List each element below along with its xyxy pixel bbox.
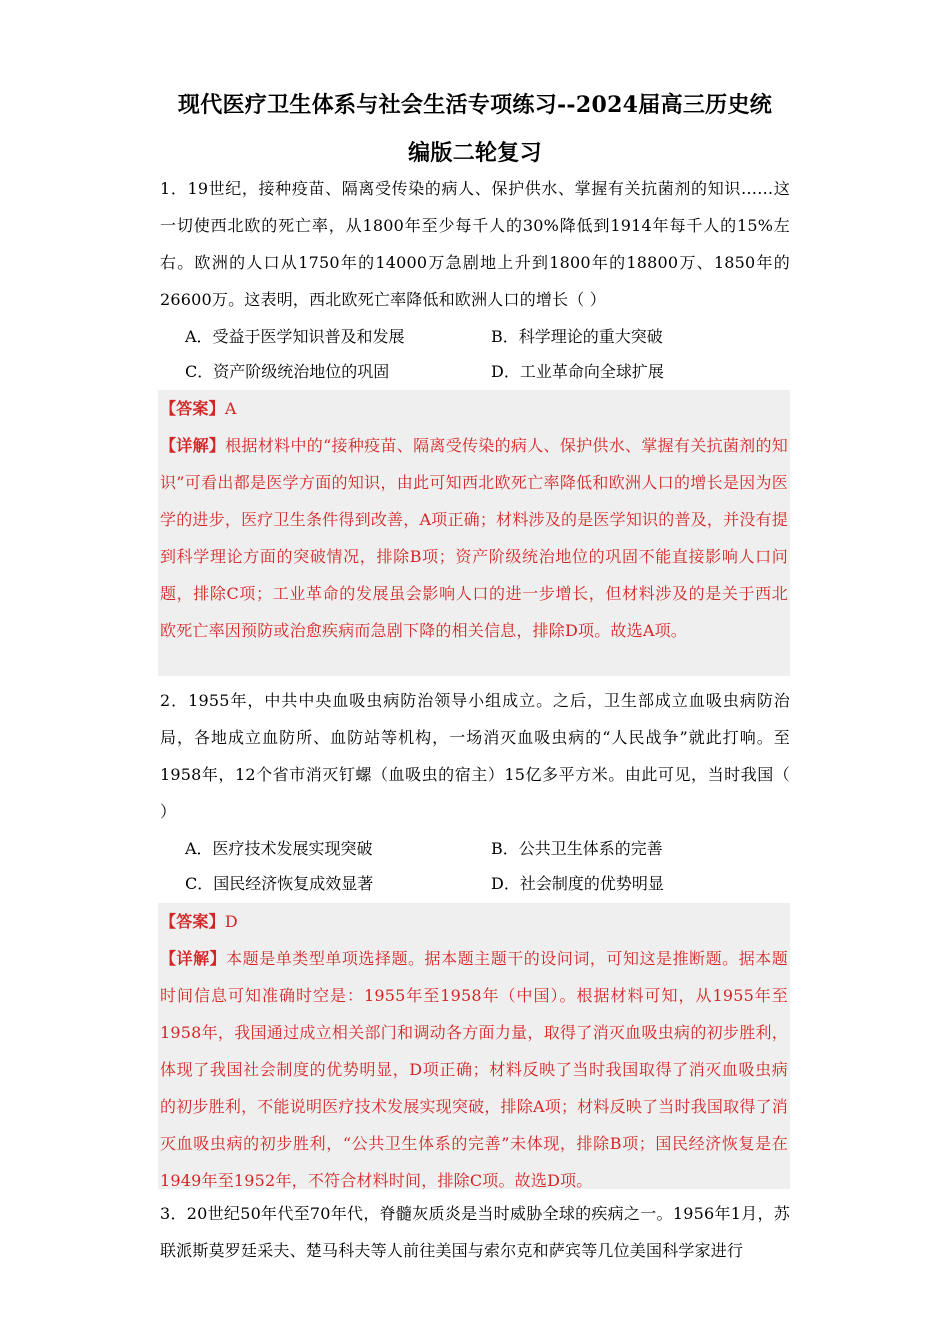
question-2-detail: 本题是单类型单项选择题。据本题主题干的设问词，可知这是推断题。据本题时间信息可知准确时空是：1955年至1958年（中国）。根据材料可知，从1955年至1958年，我国通过成立相关部门和调动各方面力量，取得了消灭血吸虫病的初步胜利，体现了我国社会制度的优势明显，D项正确；材料反映了当时我国取得了消灭血吸虫病的初步胜利，不能说明医疗技术发展实现突破，排除A项；材料反映了当时我国取得了消灭血吸虫病的初步胜利，“公共卫生体系的完善”未体现，排除B项；国民经济恢复是在1949年至1952年，不符合材料时间，排除C项。故选D项。: [160, 949, 788, 1190]
question-1-detail: 根据材料中的“接种疫苗、隔离受传染的病人、保护供水、掌握有关抗菌剂的知识”可看出都是医学方面的知识，由此可知西北欧死亡率降低和欧洲人口的增长是因为医学的进步，医疗卫生条件得到改善，A项正确；材料涉及的是医学知识的普及，并没有提到科学理论方面的突破情况，排除B项；资产阶级统治地位的巩固不能直接影响人口问题，排除C项；工业革命的发展虽会影响人口的进一步增长，但材料涉及的是关于西北欧死亡率因预防或治愈疾病而急剧下降的相关信息，排除D项。故选A项。: [160, 436, 788, 640]
question-2-option-a: A．医疗技术发展实现突破: [185, 839, 373, 858]
question-2-options: [185, 831, 785, 901]
question-2-option-c: C．国民经济恢复成效显著: [185, 874, 374, 893]
question-1-stem: 1．19世纪，接种疫苗、隔离受传染的病人、保护供水、掌握有关抗菌剂的知识……这一切使西北欧的死亡率，从1800年至少每千人的30%降低到1914年每千人的15%左右。欧洲的人口从1750年的14000万急剧地上升到1800年的18800万、1850年的26600万。这表明，西北欧死亡率降低和欧洲人口的增长（ ）: [160, 179, 790, 309]
question-1-option-b: B．科学理论的重大突破: [491, 327, 663, 346]
question-2-answer-box: [158, 903, 790, 1189]
answer-label: 【答案】: [160, 912, 225, 931]
question-2-option-d: D．社会制度的优势明显: [491, 874, 664, 893]
question-2-detail-line: [160, 940, 788, 1199]
detail-label: 【详解】: [160, 436, 226, 455]
detail-label: 【详解】: [160, 949, 227, 968]
question-2-stem: 2．1955年，中共中央血吸虫病防治领导小组成立。之后，卫生部成立血吸虫病防治局，各地成立血防所、血防站等机构，一场消灭血吸虫病的“人民战争”就此打响。至1958年，12个省市消灭钉螺（血吸虫的宿主）15亿多平方米。由此可见，当时我国（ ）: [160, 691, 790, 821]
question-2-answer-line: [160, 903, 788, 940]
question-1-detail-line: [160, 427, 788, 649]
question-1-option-a: A．受益于医学知识普及和发展: [185, 327, 405, 346]
question-1-option-c: C．资产阶级统治地位的巩固: [185, 362, 390, 381]
question-1-option-d: D．工业革命向全球扩展: [491, 362, 664, 381]
question-1-answer-line: [160, 390, 788, 427]
document-title-line1: 现代医疗卫生体系与社会生活专项练习--2024届高三历史统: [177, 92, 773, 118]
answer-label: 【答案】: [160, 399, 225, 418]
question-2-option-b: B．公共卫生体系的完善: [491, 839, 663, 858]
question-3-stem: 3．20世纪50年代至70年代，脊髓灰质炎是当时威胁全球的疾病之一。1956年1月，苏联派斯莫罗廷采夫、楚马科夫等人前往美国与索尔克和萨宾等几位美国科学家进行: [160, 1204, 790, 1260]
question-1-options: [185, 319, 785, 389]
question-1-answer-box: [158, 390, 790, 676]
question-2-answer: D: [224, 912, 238, 931]
document-title-line2: 编版二轮复习: [408, 140, 542, 166]
question-1-answer: A: [224, 399, 237, 418]
